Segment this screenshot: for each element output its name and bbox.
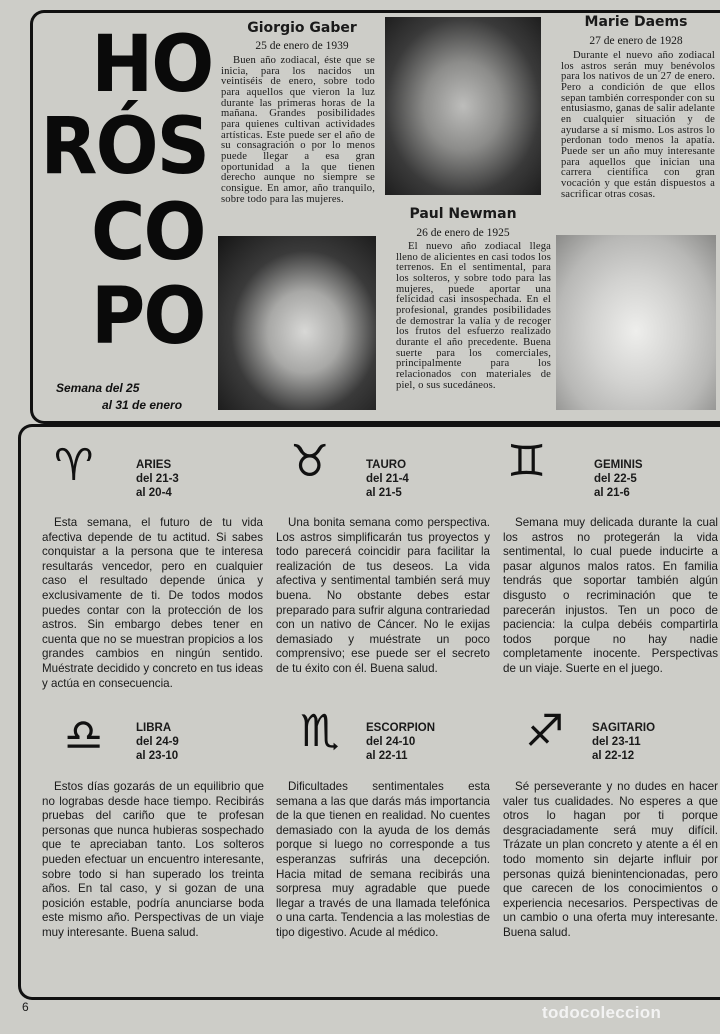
gemini-twins-icon: ♊ <box>507 436 547 487</box>
marie-daems-photo <box>556 235 716 410</box>
sign-date-to: al 21-6 <box>594 487 630 499</box>
sign-text-geminis: Semana muy delicada durante la cual los astros no protegerán la vida sentimental, lo cual puede inducirte a pasar algunos malos ratos. En familia tendrás que soportar también algún disgusto o recriminación que te parecerán injustos. Ten un poco de paciencia: la culpa debéis compartirla todos porque no hay nadie completamente inocente. Perspectivas de un viaje. Suerte en el juego. <box>503 516 718 675</box>
sign-header-libra <box>136 721 179 763</box>
sign-text-libra: Estos días gozarás de un equilibrio que no lograbas desde hace tiempo. Recibirás pruebas del cariño que te profesan personas que nunca hubieras sospechado que te apreciaban tanto. Los solteros pueden efectuar un encuentro interesante, sobre todo si han superado los treinta años. En tal caso, y si gozan de una posición estable, podría anunciarse boda este mismo año. Perspectivas de un viaje muy interesante. Buena salud. <box>42 780 264 939</box>
paul-newman-photo <box>385 17 541 195</box>
logo-row: CO <box>90 188 205 278</box>
sign-name: SAGITARIO <box>592 722 656 734</box>
watermark: todocoleccion <box>542 1003 662 1022</box>
sign-date-from: del 21-3 <box>136 473 179 485</box>
birthday-name: Paul Newman <box>409 206 517 222</box>
sign-name: ESCORPION <box>366 722 436 734</box>
birthday-date: 27 de enero de 1928 <box>589 35 683 47</box>
birthday-text: El nuevo año zodiacal llega lleno de alicientes en casi todos los terrenos. En el sentimental, para los solteros, y sobre todo para las mujeres, puede aportar una felicidad casi insospechada. En el profesional, grandes posibilidades de demostrar la valía y de recoger los frutos del esfuerzo realizado durante el año precedente. Buena suerte para los comerciales, principalmente para los relacionados con materiales de piel, o sus sucedáneos. <box>396 241 551 391</box>
sign-date-to: al 22-11 <box>366 750 408 762</box>
libra-scales-icon: ♎ <box>64 710 104 761</box>
taurus-bull-icon: ♉ <box>290 436 330 487</box>
sign-date-from: del 24-9 <box>136 736 179 748</box>
logo-row: PO <box>90 272 205 362</box>
sign-name: TAURO <box>366 459 407 471</box>
sign-name: GEMINIS <box>594 459 643 471</box>
sign-date-to: al 20-4 <box>136 487 172 499</box>
sign-date-from: del 22-5 <box>594 473 637 485</box>
sign-name: LIBRA <box>136 722 172 734</box>
birthday-date: 26 de enero de 1925 <box>416 227 510 239</box>
sign-text-aries: Esta semana, el futuro de tu vida afectiva depende de tu actitud. Si sabes conquistar a la persona que te interesa resultarás vencedor, pero en cualquier caso el resultado depende única y exclusivamente de ti. De todos modos puedes contar con la protección de los astros. Sin embargo debes tener en cuenta que no se muestran propicios a los grandes cambios en ningún sentido. Muéstrate decidido y concreto en tus ideas y actúa en consecuencia. <box>42 516 263 690</box>
sign-text-sagitario: Sé perseverante y no dudes en hacer valer tus cualidades. No esperes a que otros lo hagan por ti porque desgraciadamente será muy difícil. Trázate un plan concreto y atente a él en todo momento sin dejarte influir por personas quizá bienintencionadas, pero que carecen de los conocimientos o experiencia necesarios. Perspectivas de un cambio o una oferta muy interesante. Buena salud. <box>503 780 718 939</box>
logo-row: RÓS <box>40 102 209 192</box>
scorpio-scorpion-icon: ♏ <box>300 706 340 757</box>
sign-header-escorpion <box>366 721 435 763</box>
page-number: 6 <box>22 1000 29 1014</box>
logo-row: HO <box>91 20 213 110</box>
birthday-text: Durante el nuevo año zodiacal los astros serán muy benévolos para los nativos de un 27 de enero. Pero a condición de que ellos sepan también corresponder con su entusiasmo, ganas de salir adelante en cualquier situación y de ayudarse a sí mismo. Los astros lo perdonan todo menos la apatía. Puede ser un año muy interesante para aquellos que inician una carrera científica con gran vocación y que están dispuestos a sacrificar otras cosas. <box>561 50 715 200</box>
week-line-1: Semana del 25 <box>56 381 140 395</box>
sign-name: ARIES <box>136 459 172 471</box>
sign-date-to: al 23-10 <box>136 750 179 762</box>
sign-header-aries <box>136 458 179 500</box>
sagittarius-archer-icon: ♐ <box>525 706 565 757</box>
sign-date-from: del 21-4 <box>366 473 409 485</box>
sign-date-to: al 21-5 <box>366 487 402 499</box>
sign-header-sagitario <box>592 721 655 763</box>
sign-header-geminis <box>594 458 643 500</box>
birthday-date: 25 de enero de 1939 <box>255 40 349 52</box>
sign-header-tauro <box>366 458 409 500</box>
sign-text-tauro: Una bonita semana como perspectiva. Los astros simplificarán tus proyectos y todo parecerá coincidir para facilitar la realización de tus deseos. La vida afectiva y sentimental también será muy buena. No obstante debes estar preparado para sufrir alguna contrariedad con un nativo de Cáncer. No le exijas demasiado y muéstrate un poco comprensivo; ese puede ser el secreto de tu éxito con él. Buena salud. <box>276 516 490 675</box>
sign-date-from: del 23-11 <box>592 736 641 748</box>
week-line-2: al 31 de enero <box>102 398 183 412</box>
birthday-name: Marie Daems <box>584 14 688 30</box>
sign-date-to: al 22-12 <box>592 750 635 762</box>
sign-text-escorpion: Dificultades sentimentales esta semana a las que darás más importancia de la que tienen en realidad. No cuentes demasiado con la ayuda de los demás porque si luego no corresponde a tus esperanzas sufrirás una decepción. Hacia mitad de semana recibirás una sorpresa muy agradable que puede llegar a través de una llamada telefónica o una carta. Tendencia a las molestias de tipo digestivo. Acude al médico. <box>276 780 490 939</box>
birthday-text: Buen año zodiacal, éste que se inicia, para los nacidos un veintiséis de enero, sobre todo para aquellos que vieron la luz durante las primeras horas de la mañana. Grandes posibilidades para quienes cultivan actividades artísticas. Este puede ser el año de su consagración o por lo menos puede llegar a esa gran oportunidad a la que tienen derecho aunque no siempre se consigue. En amor, año tranquilo, sobre todo para las mujeres. <box>221 55 375 205</box>
giorgio-gaber-photo <box>218 236 376 410</box>
sign-date-from: del 24-10 <box>366 736 416 748</box>
aries-ram-icon: ♈ <box>54 440 94 491</box>
birthday-name: Giorgio Gaber <box>247 20 357 36</box>
